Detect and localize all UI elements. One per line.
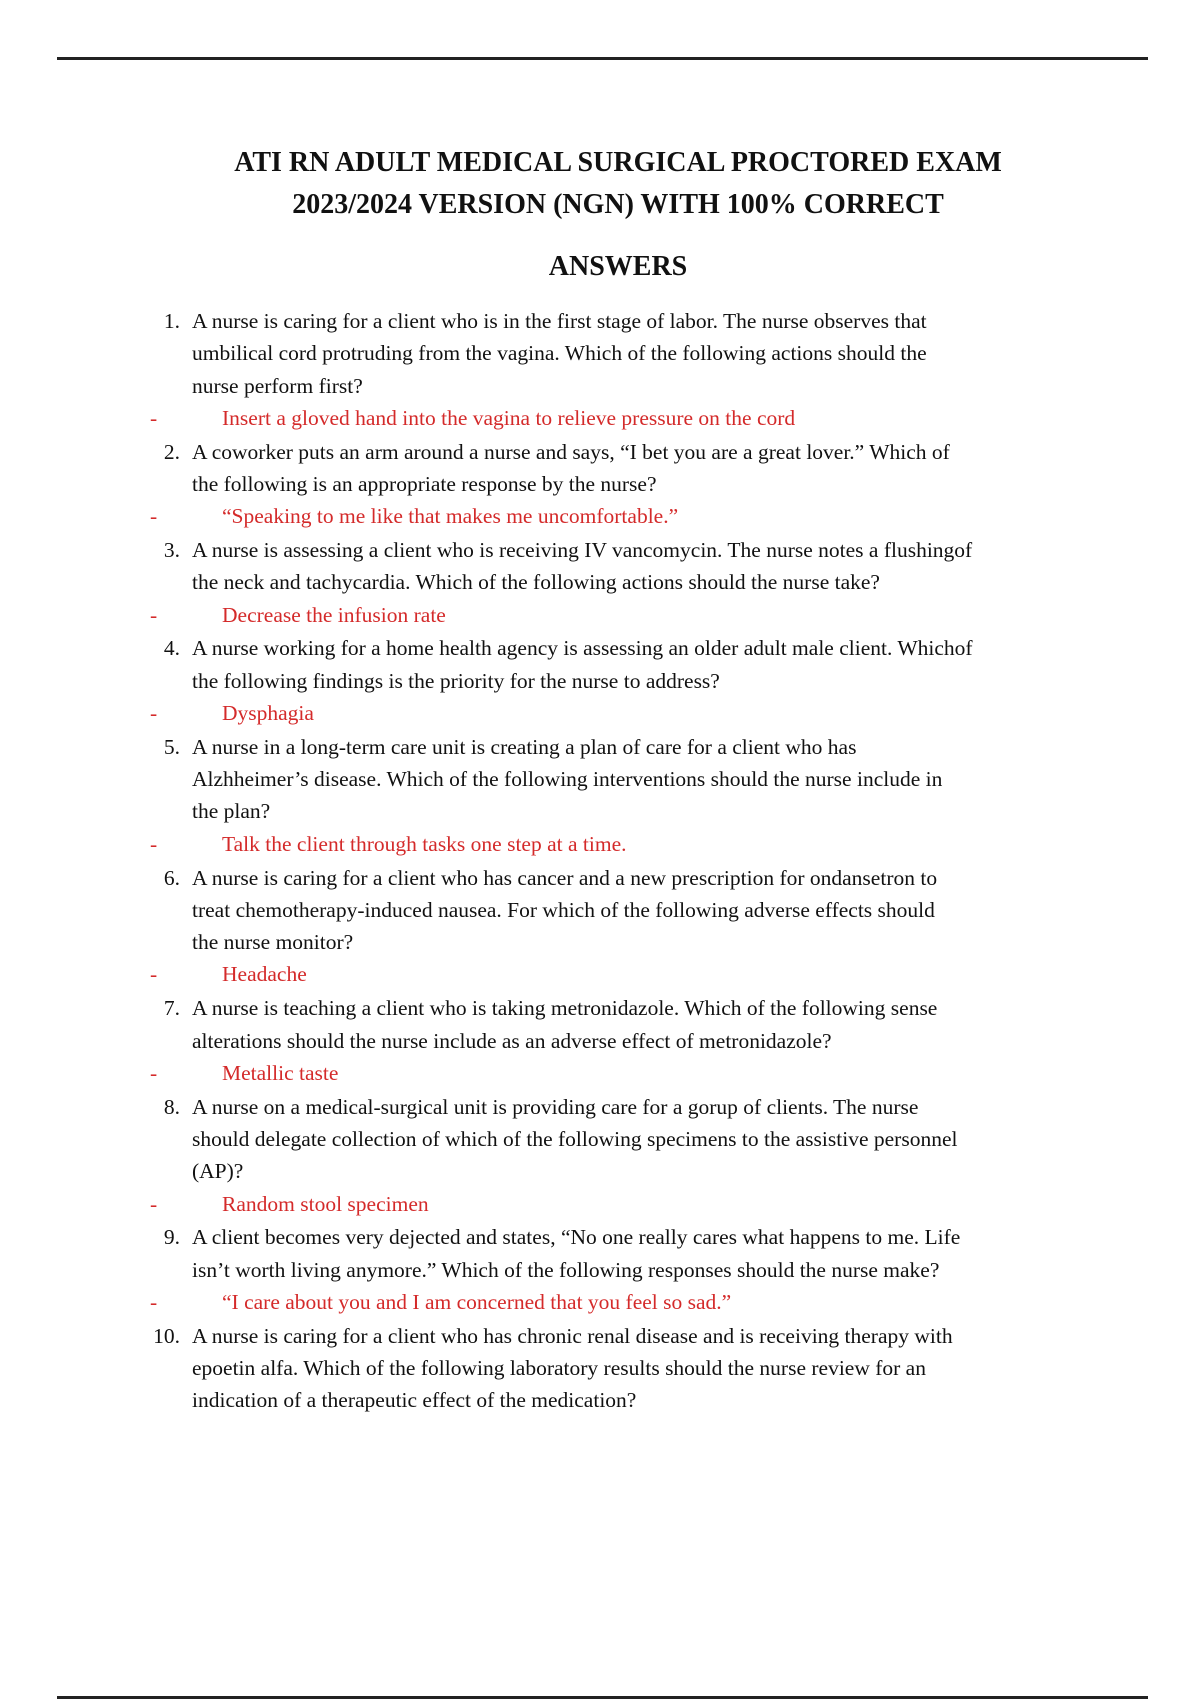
question-item [150,1091,1080,1188]
question-text-line: umbilical cord protruding from the vagina. Which of the following actions should the [192,341,927,366]
answer-text: Dysphagia [222,701,314,726]
title-line-1: ATI RN ADULT MEDICAL SURGICAL PROCTORED EXAM [234,147,1002,178]
question-text-line: the nurse monitor? [192,930,354,955]
question-text-line: indication of a therapeutic effect of the medication? [192,1388,637,1413]
answer-text: Random stool specimen [222,1191,429,1216]
answer-item [150,958,1080,990]
bullet-dash: - [150,962,158,987]
question-text-line: Alzhheimer’s disease. Which of the following interventions should the nurse include in [192,767,943,792]
question-text-line: alterations should the nurse include as an adverse effect of metronidazole? [192,1028,832,1053]
question-item [150,862,1080,959]
question-text-line: A nurse is caring for a client who has chronic renal disease and is receiving therapy with [192,1323,953,1348]
answer-text: Decrease the infusion rate [222,602,446,627]
question-item [150,305,1080,402]
answer-text: “Speaking to me like that makes me uncomfortable.” [222,504,679,529]
question-item [150,632,1080,697]
question-number: 5. [163,734,180,759]
title-line-2: 2023/2024 VERSION (NGN) WITH 100% CORRECT [292,189,944,220]
question-item [150,436,1080,501]
question-number: 7. [163,996,180,1021]
answer-text: Metallic taste [222,1060,339,1085]
question-text-line: (AP)? [192,1159,244,1184]
question-text-line: A nurse in a long-term care unit is creating a plan of care for a client who has [192,734,857,759]
title-line-3: ANSWERS [548,251,688,282]
answer-text: Talk the client through tasks one step at a time. [222,831,627,856]
bullet-dash: - [150,1060,158,1085]
answer-text: “I care about you and I am concerned that you feel so sad.” [222,1289,732,1314]
answer-item [150,1286,1080,1318]
bullet-dash: - [150,831,158,856]
question-text-line: should delegate collection of which of the following specimens to the assistive personnel [192,1126,958,1151]
question-item [150,731,1080,828]
bullet-dash: - [150,602,158,627]
question-text-line: A nurse on a medical-surgical unit is providing care for a gorup of clients. The nurse [192,1094,919,1119]
question-text-line: the neck and tachycardia. Which of the following actions should the nurse take? [192,570,880,595]
answer-item [150,402,1080,434]
bottom-rule [57,1696,1148,1699]
bullet-dash: - [150,504,158,529]
question-text-line: A nurse is teaching a client who is taking metronidazole. Which of the following sense [192,996,938,1021]
question-number: 6. [163,865,180,890]
question-number: 10. [153,1323,180,1348]
question-text-line: A client becomes very dejected and states, “No one really cares what happens to me. Life [192,1225,961,1250]
answer-item [150,1188,1080,1220]
question-number: 1. [163,309,180,333]
question-list [150,305,1080,1417]
question-text-line: the plan? [192,799,271,824]
question-text-line: epoetin alfa. Which of the following laboratory results should the nurse review for an [192,1356,926,1380]
question-text-line: A coworker puts an arm around a nurse and says, “I bet you are a great lover.” Which of [192,439,950,464]
answer-item [150,1057,1080,1089]
question-item [150,534,1080,599]
question-number: 2. [163,439,180,464]
question-text-line: A nurse working for a home health agency is assessing an older adult male client. Whichof [192,636,973,661]
question-text-line: A nurse is caring for a client who has cancer and a new prescription for ondansetron to [192,865,938,890]
question-number: 4. [163,636,180,661]
answer-text: Insert a gloved hand into the vagina to relieve pressure on the cord [222,405,796,430]
question-number: 8. [163,1094,180,1119]
answer-item [150,697,1080,729]
question-text-line: treat chemotherapy-induced nausea. For which of the following adverse effects should [192,897,935,922]
answer-item [150,828,1080,860]
bullet-dash: - [150,1191,158,1216]
question-text-line: isn’t worth living anymore.” Which of the following responses should the nurse make? [192,1257,940,1282]
question-text-line: nurse perform first? [192,373,363,398]
top-rule [57,57,1148,60]
bullet-dash: - [150,701,158,726]
bullet-dash: - [150,1289,158,1314]
question-text-line: the following is an appropriate response by the nurse? [192,471,657,496]
question-item [150,992,1080,1057]
question-number: 9. [163,1225,180,1250]
answer-item [150,500,1080,532]
question-text-line: A nurse is assessing a client who is receiving IV vancomycin. The nurse notes a flushingof [192,538,973,563]
bullet-dash: - [150,405,158,430]
answer-item [150,599,1080,631]
question-text-line: A nurse is caring for a client who is in the first stage of labor. The nurse observes that [192,309,927,333]
question-number: 3. [163,538,180,563]
question-item [150,1221,1080,1286]
question-text-line: the following findings is the priority for the nurse to address? [192,668,720,693]
answer-text: Headache [222,962,307,987]
question-item [150,1320,1080,1417]
